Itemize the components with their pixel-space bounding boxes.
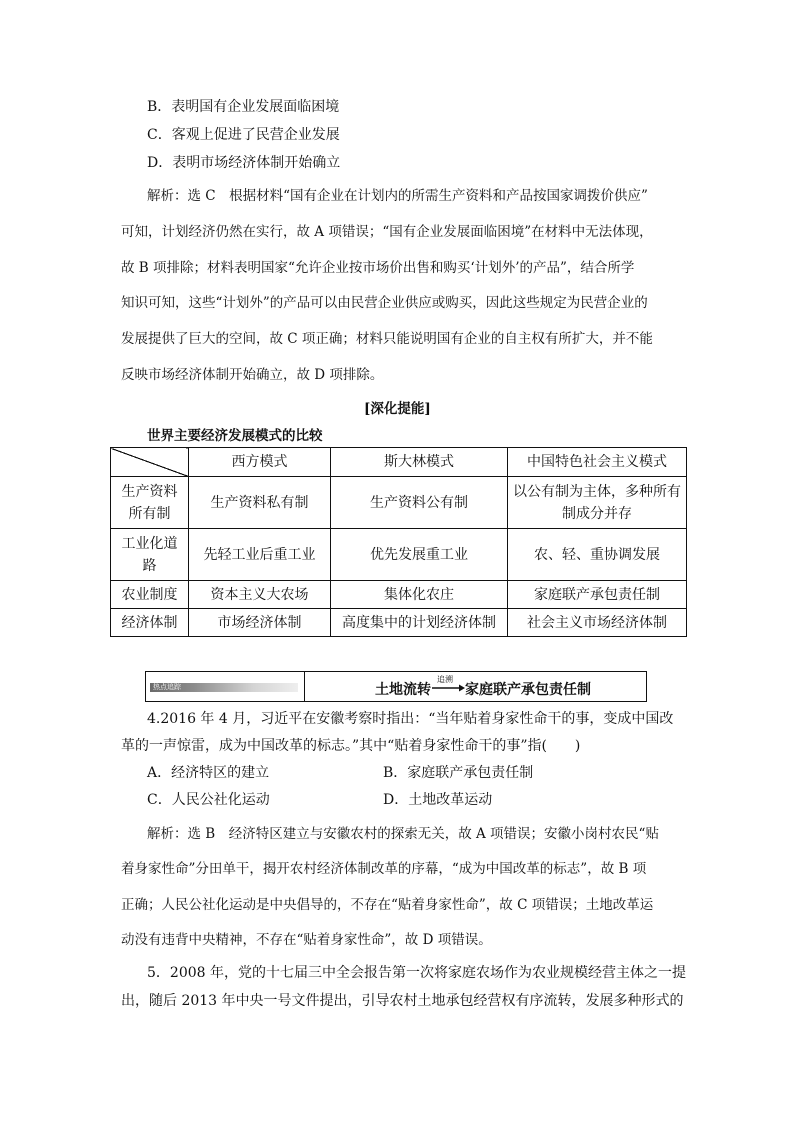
question-4-option-a: A．经济特区的建立 <box>147 765 270 781</box>
table-header: 西方模式 <box>189 448 331 477</box>
cell-line: 制成分并存 <box>562 505 632 522</box>
table-header-row <box>111 448 687 477</box>
cell-line: 以公有制为主体，多种所有 <box>513 483 681 500</box>
analysis-line: 反映市场经济体制开始确立，故 D 项排除。 <box>121 367 384 383</box>
analysis-line: 正确；人民公社化运动是中央倡导的，不存在“贴着身家性命”，故 C 项错误；土地改革运 <box>121 897 654 913</box>
table-cell: 生产资料公有制 <box>331 477 508 529</box>
table-row <box>111 609 687 637</box>
table-cell: 市场经济体制 <box>189 609 331 637</box>
option-c: C．客观上促进了民营企业发展 <box>147 127 340 143</box>
table-cell: 农、轻、重协调发展 <box>508 529 687 581</box>
option-b: B．表明国有企业发展面临困境 <box>147 99 340 115</box>
question-4-stem: 4.2016 年 4 月，习近平在安徽考察时指出：“当年贴着身家性命干的事，变成中国改 <box>147 711 674 727</box>
row-label-line: 所有制 <box>128 505 171 522</box>
analysis-line: 故 B 项排除；材料表明国家“允许企业按市场价出售和购买‘计划外’的产品”，结合所学 <box>121 260 635 276</box>
banner-tag-area <box>146 672 305 701</box>
analysis-line: 解析：选 C 根据材料“国有企业在计划内的所需生产资料和产品按国家调拨价供应” <box>147 188 648 204</box>
analysis-line: 着身家性命”分田单干，揭开农村经济体制改革的序幕，“成为中国改革的标志”，故 B 项 <box>121 861 647 877</box>
analysis-line: 动没有违背中央精神，不存在“贴着身家性命”，故 D 项错误。 <box>121 932 492 948</box>
table-cell: 社会主义市场经济体制 <box>508 609 687 637</box>
analysis-line: 知识可知，这些“计划外”的产品可以由民营企业供应或购买，因此这些规定为民营企业的 <box>121 295 648 311</box>
banner-right-text: 家庭联产承包责任制 <box>465 682 591 698</box>
table-header: 中国特色社会主义模式 <box>508 448 687 477</box>
banner-left-text: 土地流转 <box>375 682 431 698</box>
table-cell: 资本主义大农场 <box>189 581 331 609</box>
section-heading: [深化提能] <box>364 401 431 417</box>
analysis-line: 解析：选 B 经济特区建立与安徽农村的探索无关，故 A 项错误；安徽小岗村农民“贴 <box>147 826 659 842</box>
table-row <box>111 581 687 609</box>
analysis-line: 可知，计划经济仍然在实行，故 A 项错误；“国有企业发展面临困境”在材料中无法体现， <box>121 224 653 240</box>
row-label: 经济体制 <box>111 609 189 637</box>
table-header: 斯大林模式 <box>331 448 508 477</box>
arrow-label: 追溯 <box>437 675 453 684</box>
row-label: 农业制度 <box>111 581 189 609</box>
table-cell: 高度集中的计划经济体制 <box>331 609 508 637</box>
question-4-option-c: C．人民公社化运动 <box>147 792 270 808</box>
table-cell: 生产资料私有制 <box>189 477 331 529</box>
table-cell <box>508 477 687 529</box>
option-d: D．表明市场经济体制开始确立 <box>147 155 341 171</box>
question-4-option-d: D．土地改革运动 <box>383 792 493 808</box>
trace-arrow <box>431 675 465 695</box>
table-title: 世界主要经济发展模式的比较 <box>147 428 323 444</box>
question-4-stem: 革的一声惊雷，成为中国改革的标志。”其中“贴着身家性命干的事”指( ) <box>121 738 581 754</box>
question-5-stem: 出，随后 2013 年中央一号文件提出，引导农村土地承包经营权有序流转，发展多种形式的 <box>121 993 684 1009</box>
row-label <box>111 529 189 581</box>
table-cell: 家庭联产承包责任制 <box>508 581 687 609</box>
table-corner-cell <box>111 448 189 477</box>
row-label <box>111 477 189 529</box>
question-5-stem: 5．2008 年，党的十七届三中全会报告第一次将家庭农场作为农业规模经营主体之一提 <box>147 965 686 981</box>
table-cell: 集体化农庄 <box>331 581 508 609</box>
table-row <box>111 477 687 529</box>
comparison-table <box>110 447 687 637</box>
banner-main <box>305 672 646 701</box>
row-label-line: 工业化道 <box>121 535 178 552</box>
topic-banner <box>145 671 647 702</box>
arrow-right-icon <box>431 675 465 695</box>
analysis-line: 发展提供了巨大的空间，故 C 项正确；材料只能说明国有企业的自主权有所扩大，并不能 <box>121 331 653 347</box>
banner-tag: 热点追踪 <box>150 683 298 692</box>
row-label-line: 路 <box>142 557 157 574</box>
table-cell: 优先发展重工业 <box>331 529 508 581</box>
row-label-line: 生产资料 <box>121 483 178 500</box>
table-row <box>111 529 687 581</box>
table-cell: 先轻工业后重工业 <box>189 529 331 581</box>
question-4-option-b: B．家庭联产承包责任制 <box>383 765 534 781</box>
